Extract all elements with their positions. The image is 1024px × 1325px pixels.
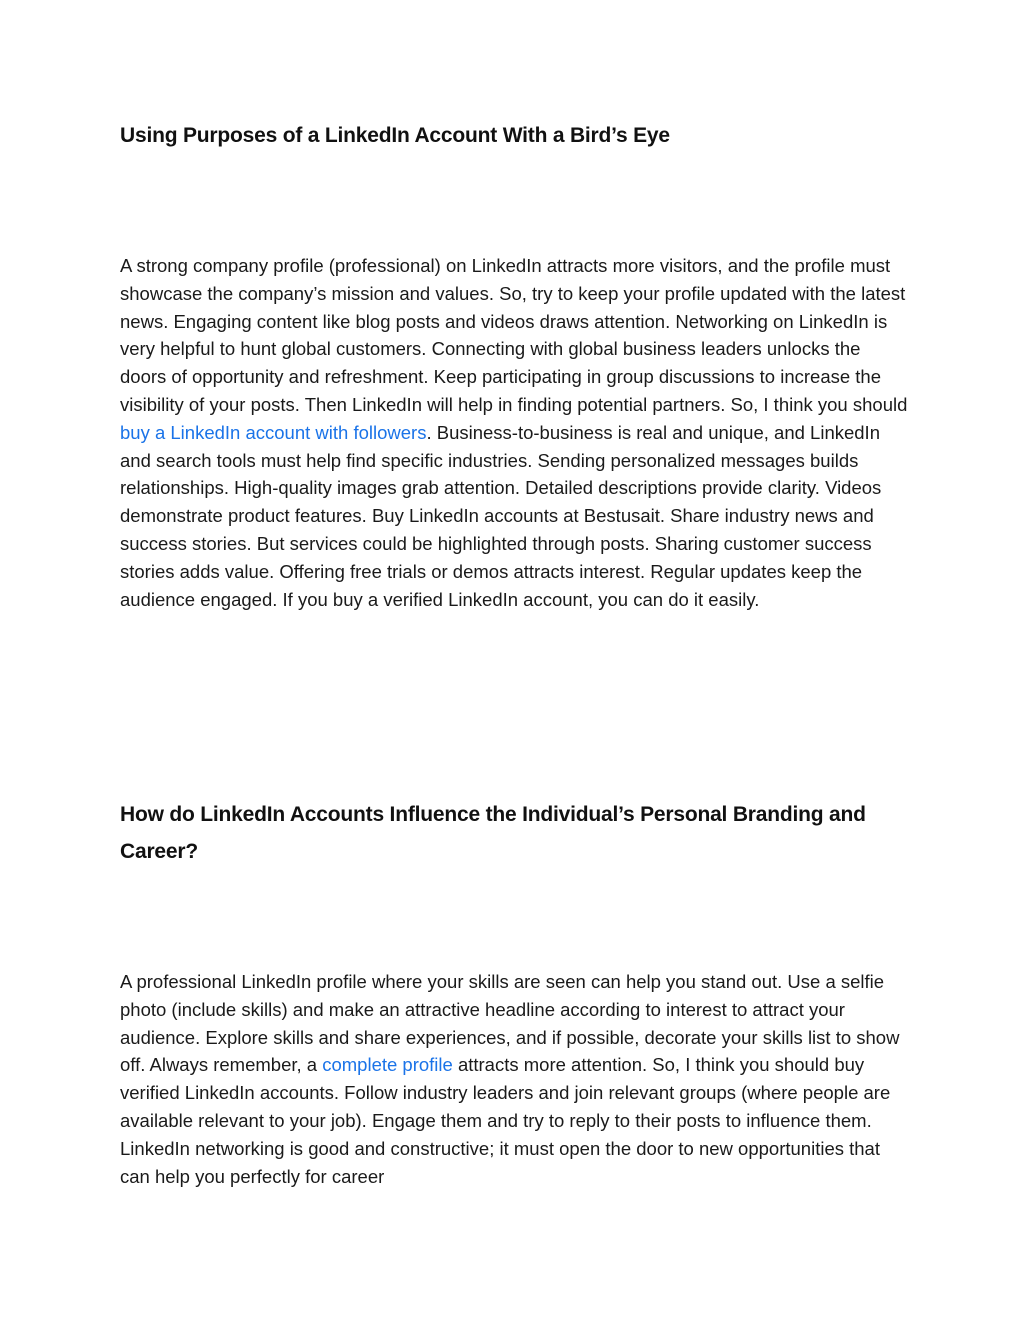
buy-linkedin-account-link[interactable]: buy a LinkedIn account with followers xyxy=(120,421,427,443)
section-heading-branding: How do LinkedIn Accounts Influence the Individual’s Personal Branding and Career? xyxy=(120,803,866,863)
paragraph-text: A strong company profile (professional) on LinkedIn attracts more visitors, and the profile must showcase the company’s mission and values. So, try to keep your profile updated with the latest news. Engaging content like blog posts and videos draws attention. Networking on LinkedIn is very helpful to hunt global customers. Connecting with global business leaders unlocks the doors of opportunity and refreshment. Keep participating in group discussions to increase the visibility of your posts. Then LinkedIn will help in finding potential partners. So, I think you should xyxy=(120,255,908,415)
complete-profile-link[interactable]: complete profile xyxy=(322,1054,453,1076)
paragraph-text: attracts more attention. So, I think you should buy verified LinkedIn accounts. Follow industry leaders and join relevant groups (where people are available relevant to your job). Engage them and try to reply to their posts to influence them. LinkedIn networking is good and constructive; it must open the door to new opportunities that can help you perfectly for career xyxy=(120,1054,891,1187)
paragraph-text: A professional LinkedIn profile where your skills are seen can help you stand out. Use a selfie photo (include skills) and make an attractive headline according to interest to attract your audience. Explore skills and share experiences, and if possible, decorate your skills list to show off. Always remember, a xyxy=(120,971,900,1076)
section-paragraph-branding xyxy=(120,968,910,1190)
section-paragraph-purposes xyxy=(120,252,910,613)
paragraph-text: . Business-to-business is real and unique, and LinkedIn and search tools must help find specific industries. Sending personalized messages builds relationships. High-quality images grab attention. Detailed descriptions provide clarity. Videos demonstrate product features. Buy LinkedIn accounts at Bestusait. Share industry news and success stories. But services could be highlighted through posts. Sharing customer success stories adds value. Offering free trials or demos attracts interest. Regular updates keep the audience engaged. If you buy a verified LinkedIn account, you can do it easily. xyxy=(120,421,882,610)
section-heading-purposes: Using Purposes of a LinkedIn Account With a Bird’s Eye xyxy=(120,124,670,147)
